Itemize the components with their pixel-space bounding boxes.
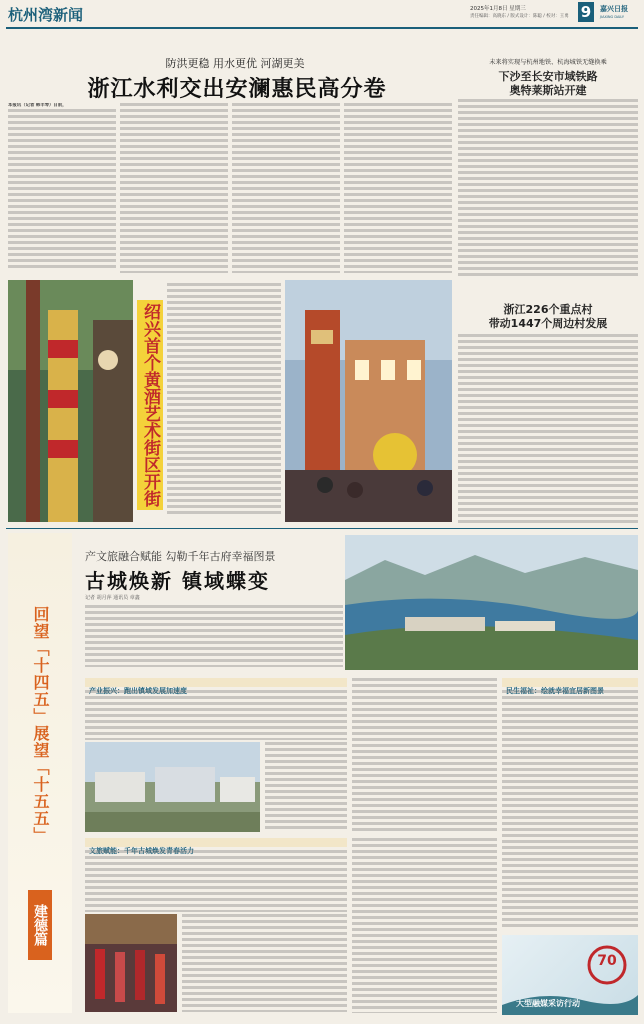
- rail-headline-1: 下沙至长安市域铁路: [498, 70, 598, 83]
- rail-body: [458, 99, 638, 277]
- date-line: 2025年1月8日 星期三: [470, 6, 526, 12]
- industry-body: [85, 690, 347, 740]
- page-number: 9: [578, 2, 594, 22]
- editor-line: 责任编辑：高晓东 / 版式设计：陈聪 / 校对：王勇: [470, 14, 569, 19]
- ad-banner: [502, 935, 638, 1015]
- feature-intro: [85, 605, 343, 667]
- section-divider: [6, 528, 638, 529]
- middle-body: [352, 678, 497, 833]
- culture-body: [85, 850, 347, 912]
- ad-slogan: 大型融媒采访行动: [516, 999, 580, 1008]
- feature-headline: 古城焕新 镇域蝶变: [85, 569, 270, 593]
- rural-headline-2: 带动1447个周边村发展: [488, 317, 608, 330]
- rural-headline-1: 浙江226个重点村: [503, 303, 593, 316]
- rail-kicker: 未来将实现与杭州地铁、杭海城铁无缝换乘: [489, 59, 607, 66]
- feature-side-tag: 建德篇: [28, 890, 52, 960]
- rural-body: [458, 334, 638, 524]
- lead-kicker: 防洪更稳 用水更优 河湖更美: [165, 57, 305, 70]
- culture-body-2: [182, 914, 347, 1012]
- feature-side-title: 回望「十四五」展望「十五五」: [31, 606, 50, 844]
- culture-title: 文旅赋能：千年古城焕发青春活力: [89, 847, 194, 855]
- livelihood-title: 民生福祉：绘就幸福宜居新图景: [506, 687, 604, 695]
- industry-title: 产业振兴：跑出镇域发展加速度: [89, 687, 187, 695]
- industry-bar: [85, 678, 347, 695]
- wine-headline: 绍兴首个黄酒艺术街区开街: [137, 300, 163, 510]
- wine-photo-left: [8, 280, 133, 522]
- paper-name-en: JIAXING DAILY: [600, 15, 625, 19]
- culture-photo: [85, 914, 177, 1012]
- section-title: 杭州湾新闻: [8, 6, 84, 24]
- paper-name: 嘉兴日报: [600, 5, 628, 13]
- aerial-photo: [345, 535, 638, 670]
- masthead: [0, 0, 644, 30]
- livelihood-bar: [502, 678, 638, 695]
- culture-bar: [85, 838, 347, 855]
- livelihood-body: [502, 690, 638, 930]
- lead-headline: 浙江水利交出安澜惠民高分卷: [87, 77, 387, 102]
- masthead-rule: [6, 27, 638, 29]
- wine-photo-right: [285, 280, 452, 522]
- wine-body: [167, 283, 281, 515]
- rail-headline-2: 奥特莱斯站开建: [509, 84, 587, 97]
- industry-body-2: [265, 742, 347, 832]
- lead-byline: 本报讯（记者 韩丰琴）日前，: [8, 103, 67, 108]
- lead-body: [8, 103, 452, 273]
- ad-badge: 70: [597, 953, 617, 969]
- feature-kicker: 产文旅融合赋能 勾勒千年古府幸福图景: [85, 550, 276, 563]
- middle-body-2: [352, 838, 497, 1013]
- industry-photo: [85, 742, 260, 832]
- feature-byline: 记者 胡月萍 通讯员 章鑫: [85, 595, 140, 601]
